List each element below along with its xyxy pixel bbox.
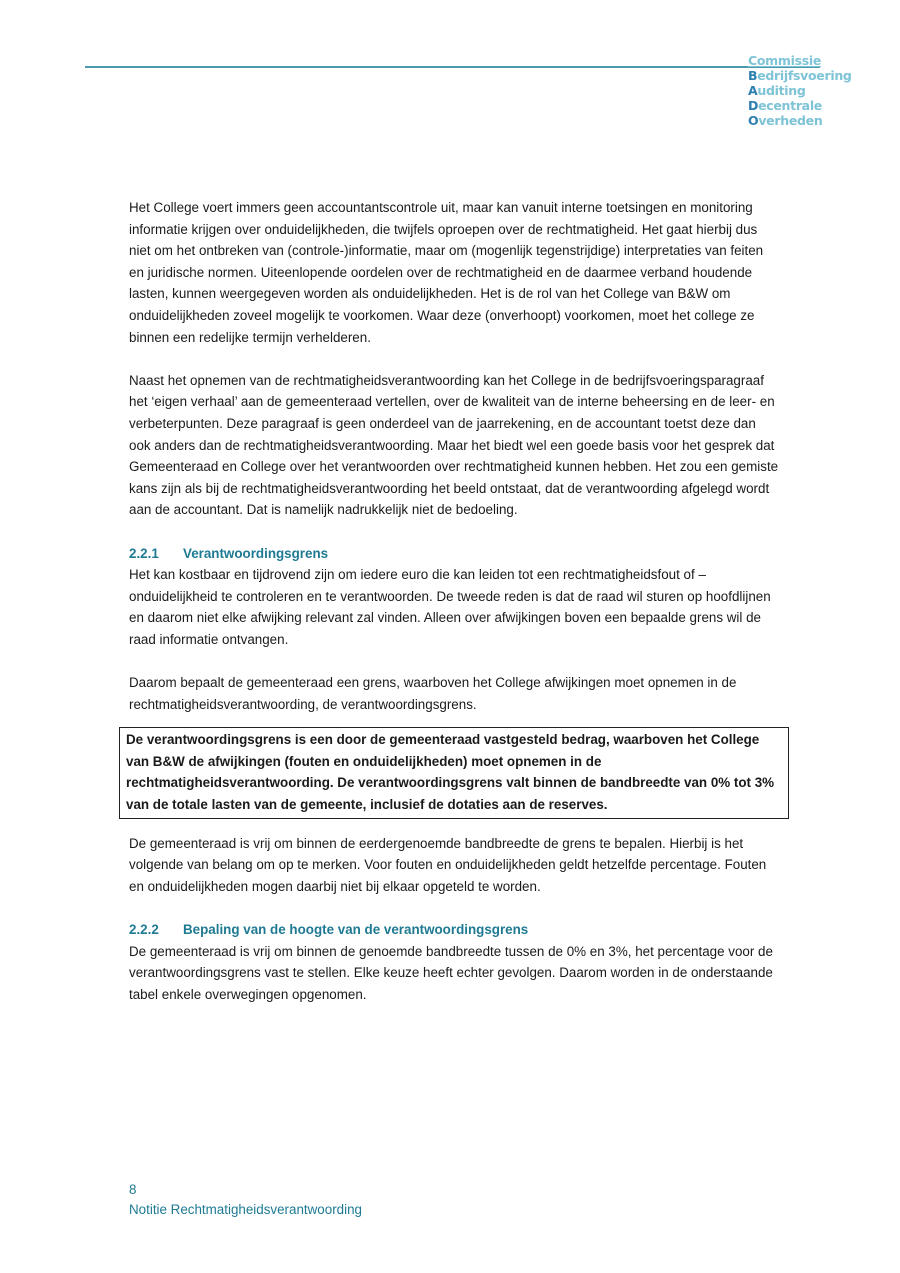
- logo-text: edrijfsvoering: [757, 68, 852, 83]
- header-rule: [85, 66, 820, 68]
- section-heading-2-2-2: [129, 919, 779, 941]
- logo-initial: D: [748, 98, 759, 113]
- section-heading-2-2-1: [129, 543, 779, 565]
- document-body: [126, 197, 779, 1027]
- paragraph-college-controle: Het College voert immers geen accountantscontrole uit, maar kan vanuit interne toetsingen en monitoring informatie krijgen over onduidelijkheden, die twijfels oproepen over de rechtmatigheid. Het gaat hierbij dus niet om het ontbreken van (controle-)informatie, maar om (mogenlijk tegenstrijdige) interpretaties van feiten en juridische normen. Uiteenlopende oordelen over de rechtmatigheid en de daarmee verband houdende lasten, kunnen weergegeven worden als onduidelijkheden. Het is de rol van het College van B&W om onduidelijkheden zoveel mogelijk te voorkomen. Waar deze (onverhoopt) voorkomen, moet het college ze binnen een redelijke termijn verhelderen.: [129, 200, 764, 345]
- logo-text: Commissie: [748, 53, 822, 68]
- paragraph-grens: Daarom bepaalt de gemeenteraad een grens, waarboven het College afwijkingen moet opnemen in de rechtmatigheidsverantwoording, de verantwoordingsgrens.: [129, 675, 737, 712]
- definition-callout-box: De verantwoordingsgrens is een door de gemeenteraad vastgesteld bedrag, waarboven het College van B&W de afwijkingen (fouten en onduidelijkheden) moet opnemen in de rechtmatigheidsverantwoording. De verantwoordingsgrens valt binnen de bandbreedte van 0% tot 3% van de totale lasten van de gemeente, inclusief de dotaties aan de reserves.: [119, 727, 789, 818]
- logo-line-decentrale: [748, 98, 852, 113]
- logo-initial: O: [748, 113, 759, 128]
- page-footer: [129, 1180, 362, 1220]
- logo-line-commissie: [748, 53, 852, 68]
- logo-text: ecentrale: [758, 98, 822, 113]
- logo-text: uditing: [757, 83, 806, 98]
- section-number: 2.2.1: [129, 545, 159, 561]
- logo-line-auditing: [748, 83, 852, 98]
- logo-initial: A: [748, 83, 758, 98]
- section-title: Verantwoordingsgrens: [183, 545, 329, 561]
- page-number: 8: [129, 1182, 137, 1197]
- logo-line-bedrijfsvoering: [748, 68, 852, 83]
- paragraph-bandbreedte: De gemeenteraad is vrij om binnen de eerdergenoemde bandbreedte de grens te bepalen. Hierbij is het volgende van belang om op te merken. Voor fouten en onduidelijkheden geldt hetzelfde percentage. Fouten en onduidelijkheden mogen daarbij niet bij elkaar opgeteld te worden.: [129, 835, 767, 894]
- section-title: Bepaling van de hoogte van de verantwoordingsgrens: [183, 922, 529, 937]
- paragraph-kostbaar: Het kan kostbaar en tijdrovend zijn om iedere euro die kan leiden tot een rechtmatigheidsfout of –onduidelijkheid te controleren en te verantwoorden. De tweede reden is dat de raad wil sturen op hoofdlijnen en daarom niet elke afwijking relevant zal vinden. Alleen over afwijkingen boven een bepaalde grens wil de raad informatie ontvangen.: [129, 567, 771, 647]
- paragraph-bedrijfsvoeringsparagraaf: Naast het opnemen van de rechtmatigheidsverantwoording kan het College in de bedrijfsvoeringsparagraaf het ‘eigen verhaal’ aan de gemeenteraad vertellen, over de kwaliteit van de interne beheersing en de leer- en verbeterpunten. Deze paragraaf is geen onderdeel van de jaarrekening, en de accountant toetst deze dan ook anders dan de rechtmatigheidsverantwoording. Maar het biedt wel een goede basis voor het gesprek dat Gemeenteraad en College over het verantwoorden over rechtmatigheid kunnen hebben. Het zou een gemiste kans zijn als bij de rechtmatigheidsverantwoording het beeld ontstaat, dat de verantwoording afgelegd wordt aan de accountant. Dat is namelijk nadrukkelijk niet de bedoeling.: [129, 372, 779, 518]
- cbado-logo: [748, 53, 852, 128]
- logo-text: verheden: [758, 113, 823, 128]
- logo-line-overheden: [748, 113, 852, 128]
- section-number: 2.2.2: [129, 922, 159, 937]
- logo-initial: B: [748, 68, 758, 83]
- footer-document-title: Notitie Rechtmatigheidsverantwoording: [129, 1202, 362, 1217]
- paragraph-hoogte: De gemeenteraad is vrij om binnen de genoemde bandbreedte tussen de 0% en 3%, het percentage voor de verantwoordingsgrens vast te stellen. Elke keuze heeft echter gevolgen. Daarom worden in de onderstaande tabel enkele overwegingen opgenomen.: [129, 943, 773, 1002]
